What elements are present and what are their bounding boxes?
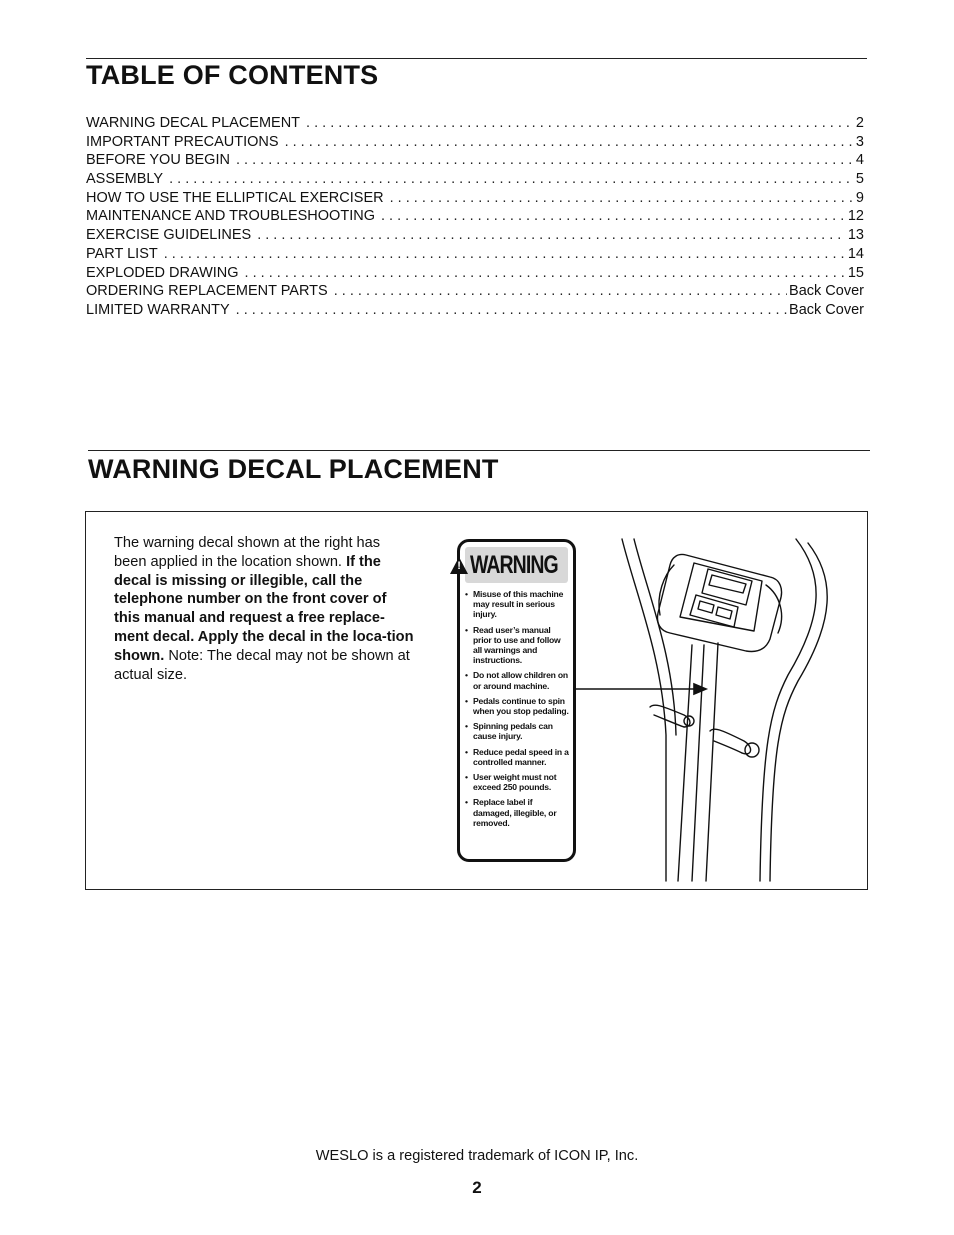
decal-location-arrow [574,684,706,694]
toc-entry-maintenance[interactable] [86,207,864,226]
toc-entry-page: 15 [847,264,864,281]
toc-leader-dots [236,151,854,170]
toc-entry-page: 13 [847,227,864,244]
warning-decal-item: • Pedals continue to spin when you stop pedaling. [465,696,569,716]
toc-list [86,114,864,320]
toc-entry-title: ASSEMBLY [86,171,164,188]
decal-instructions-note: Note: The decal may not be shown at actual size. [114,647,410,683]
toc-leader-dots [334,282,787,301]
toc-entry-precautions[interactable] [86,133,864,152]
toc-entry-part-list[interactable] [86,245,864,264]
toc-entry-page: 4 [855,152,864,169]
toc-entry-title: LIMITED WARRANTY [86,301,230,318]
toc-entry-exercise-guidelines[interactable] [86,226,864,245]
warning-decal-item: • Read user’s manual prior to use and follow all warnings and instructions. [465,625,569,666]
toc-entry-page: 5 [855,171,864,188]
toc-entry-exploded-drawing[interactable] [86,264,864,283]
elliptical-console-illustration [574,535,844,885]
toc-entry-title: BEFORE YOU BEGIN [86,152,230,169]
toc-leader-dots [285,133,854,152]
toc-entry-title: EXPLODED DRAWING [86,264,239,281]
toc-entry-title: WARNING DECAL PLACEMENT [86,115,301,131]
toc-entry-page: Back Cover [789,283,864,300]
page-number: 2 [472,1178,482,1197]
toc-leader-dots [257,226,846,245]
warning-decal-item: • Spinning pedals can cause injury. [465,721,569,741]
toc-entry-title: EXERCISE GUIDELINES [86,227,252,244]
toc-leader-dots [245,264,846,283]
warning-triangle-icon: ! [450,557,468,574]
toc-heading: TABLE OF CONTENTS [86,60,379,90]
toc-entry-title: ORDERING REPLACEMENT PARTS [86,283,328,300]
toc-entry-page: 2 [855,115,864,131]
toc-entry-assembly[interactable] [86,170,864,189]
toc-entry-ordering-parts[interactable] [86,282,864,301]
warning-decal-header [457,547,568,583]
toc-leader-dots [381,207,846,226]
toc-entry-how-to-use[interactable] [86,189,864,208]
decal-instructions [114,534,414,684]
decal-instructions-intro: The warning decal shown at the right has been applied in the location shown. [114,535,381,570]
toc-entry-before-you-begin[interactable] [86,151,864,170]
toc-entry-page: Back Cover [789,301,864,318]
toc-leader-dots [164,245,846,264]
toc-entry-page: 3 [855,133,864,150]
toc-entry-title: PART LIST [86,245,158,262]
toc-entry-page: 12 [847,208,864,225]
decal-section-heading: WARNING DECAL PLACEMENT [88,454,499,484]
toc-leader-dots [169,170,854,189]
toc-leader-dots [306,114,854,133]
toc-entry-page: 14 [847,245,864,262]
trademark-note: WESLO is a registered trademark of ICON IP, Inc. [315,1148,639,1164]
toc-leader-dots [390,189,854,208]
warning-decal-item: • Reduce pedal speed in a controlled manner. [465,747,569,767]
toc-entry-limited-warranty[interactable] [86,301,864,320]
toc-top-rule [86,58,867,59]
warning-decal-item: • Do not allow children on or around machine. [465,670,569,690]
warning-decal [457,539,576,862]
toc-entry-title: HOW TO USE THE ELLIPTICAL EXERCISER [86,189,384,206]
warning-decal-item: • Replace label if damaged, illegible, or removed. [465,797,569,828]
warning-decal-list [460,589,573,828]
decal-instructions-bold: If the decal is missing or illegible, call the telephone number on the front cover of this manual and request a free replace-ment decal. Apply the decal in the loca-tion shown. [114,553,414,664]
decal-section-top-rule [88,450,870,451]
toc-entry-page: 9 [855,189,864,206]
toc-entry-title: IMPORTANT PRECAUTIONS [86,133,279,150]
toc-entry-warning-decal[interactable] [86,114,864,133]
toc-entry-title: MAINTENANCE AND TROUBLESHOOTING [86,208,375,225]
warning-decal-item: • User weight must not exceed 250 pounds. [465,772,569,792]
toc-leader-dots [236,301,787,320]
warning-decal-title: WARNING [470,550,558,579]
warning-decal-item: • Misuse of this machine may result in serious injury. [465,589,569,620]
